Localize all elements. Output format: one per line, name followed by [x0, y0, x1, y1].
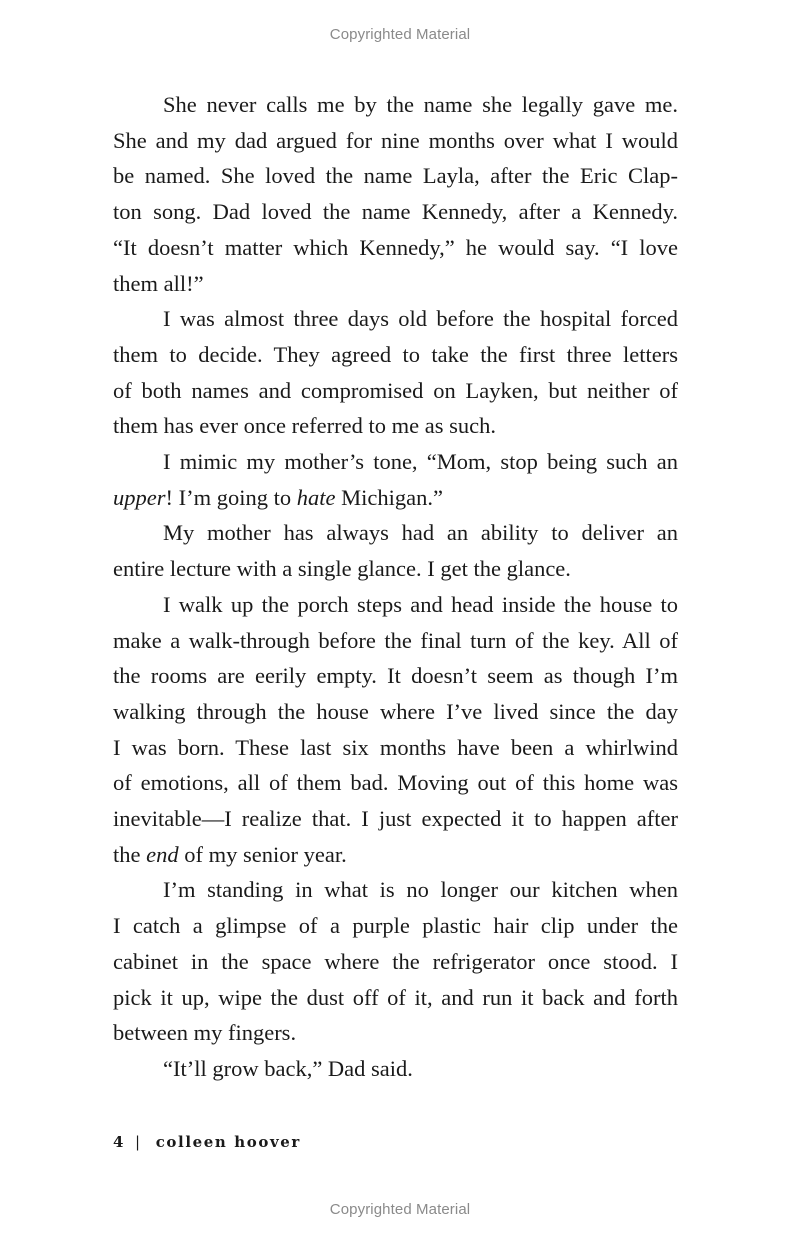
text-line: [113, 837, 678, 873]
text-line: She never calls me by the name she legally gave me.: [163, 92, 678, 117]
italic-word: end: [146, 841, 179, 867]
text-line: I mimic my mother’s tone, “Mom, stop being such an: [163, 449, 678, 475]
author-name: colleen hoover: [155, 1133, 301, 1151]
text-line: walking through the house where I’ve lived since the day: [113, 698, 678, 724]
italic-word: upper: [113, 484, 166, 510]
footer-separator: |: [135, 1133, 142, 1151]
page-body-text: [113, 87, 678, 1087]
text-line: make a walk-through before the final turn of the key. All of: [113, 627, 678, 653]
text-line: I was born. These last six months have been a whirlwind: [113, 734, 678, 760]
copyright-watermark-top: Copyrighted Material: [329, 26, 471, 43]
text-fragment: the: [113, 841, 147, 867]
paragraph-4: [113, 515, 678, 586]
text-fragment: of my senior year.: [178, 841, 347, 867]
text-fragment: Michigan.”: [335, 484, 443, 510]
copyright-watermark-bottom: Copyrighted Material: [329, 1201, 471, 1218]
paragraph-7: [113, 1051, 678, 1087]
paragraph-2: [113, 301, 678, 444]
text-line: pick it up, wipe the dust off of it, and run it back and forth: [113, 984, 678, 1010]
text-line: I walk up the porch steps and head inside the house to: [163, 591, 678, 617]
text-line: She and my dad argued for nine months over what I would: [113, 127, 678, 153]
page-footer: [113, 1133, 301, 1151]
page-number: 4: [113, 1133, 126, 1151]
text-line: them has ever once referred to me as such.: [113, 413, 496, 439]
text-line: My mother has always had an ability to deliver an: [163, 520, 678, 546]
paragraph-5: [113, 587, 678, 873]
text-line: “It doesn’t matter which Kennedy,” he would say. “I love: [113, 234, 678, 260]
text-line: ton song. Dad loved the name Kennedy, after a Kennedy.: [113, 199, 678, 225]
text-line: entire lecture with a single glance. I get the glance.: [113, 556, 571, 582]
text-line: inevitable—I realize that. I just expected it to happen after: [113, 806, 678, 832]
text-line: them all!”: [113, 270, 204, 296]
text-line: I catch a glimpse of a purple plastic hair clip under the: [113, 913, 678, 939]
text-line: cabinet in the space where the refrigerator once stood. I: [113, 948, 678, 974]
text-line: [113, 480, 678, 516]
paragraph-3: [113, 444, 678, 515]
text-line: them to decide. They agreed to take the first three letters: [113, 341, 678, 367]
italic-word: hate: [296, 484, 336, 510]
paragraph-6: [113, 872, 678, 1051]
text-line: between my fingers.: [113, 1020, 297, 1046]
text-line: the rooms are eerily empty. It doesn’t seem as though I’m: [113, 663, 678, 689]
text-line: I was almost three days old before the hospital forced: [163, 306, 678, 332]
text-line: of both names and compromised on Layken, but neither of: [113, 377, 678, 403]
paragraph-1: [113, 87, 678, 301]
text-line: of emotions, all of them bad. Moving out of this home was: [113, 770, 678, 796]
text-line: “It’ll grow back,” Dad said.: [163, 1055, 413, 1081]
text-fragment: ! I’m going to: [165, 484, 297, 510]
text-line: be named. She loved the name Layla, after the Eric Clap-: [113, 163, 678, 189]
text-line: I’m standing in what is no longer our kitchen when: [163, 877, 678, 903]
